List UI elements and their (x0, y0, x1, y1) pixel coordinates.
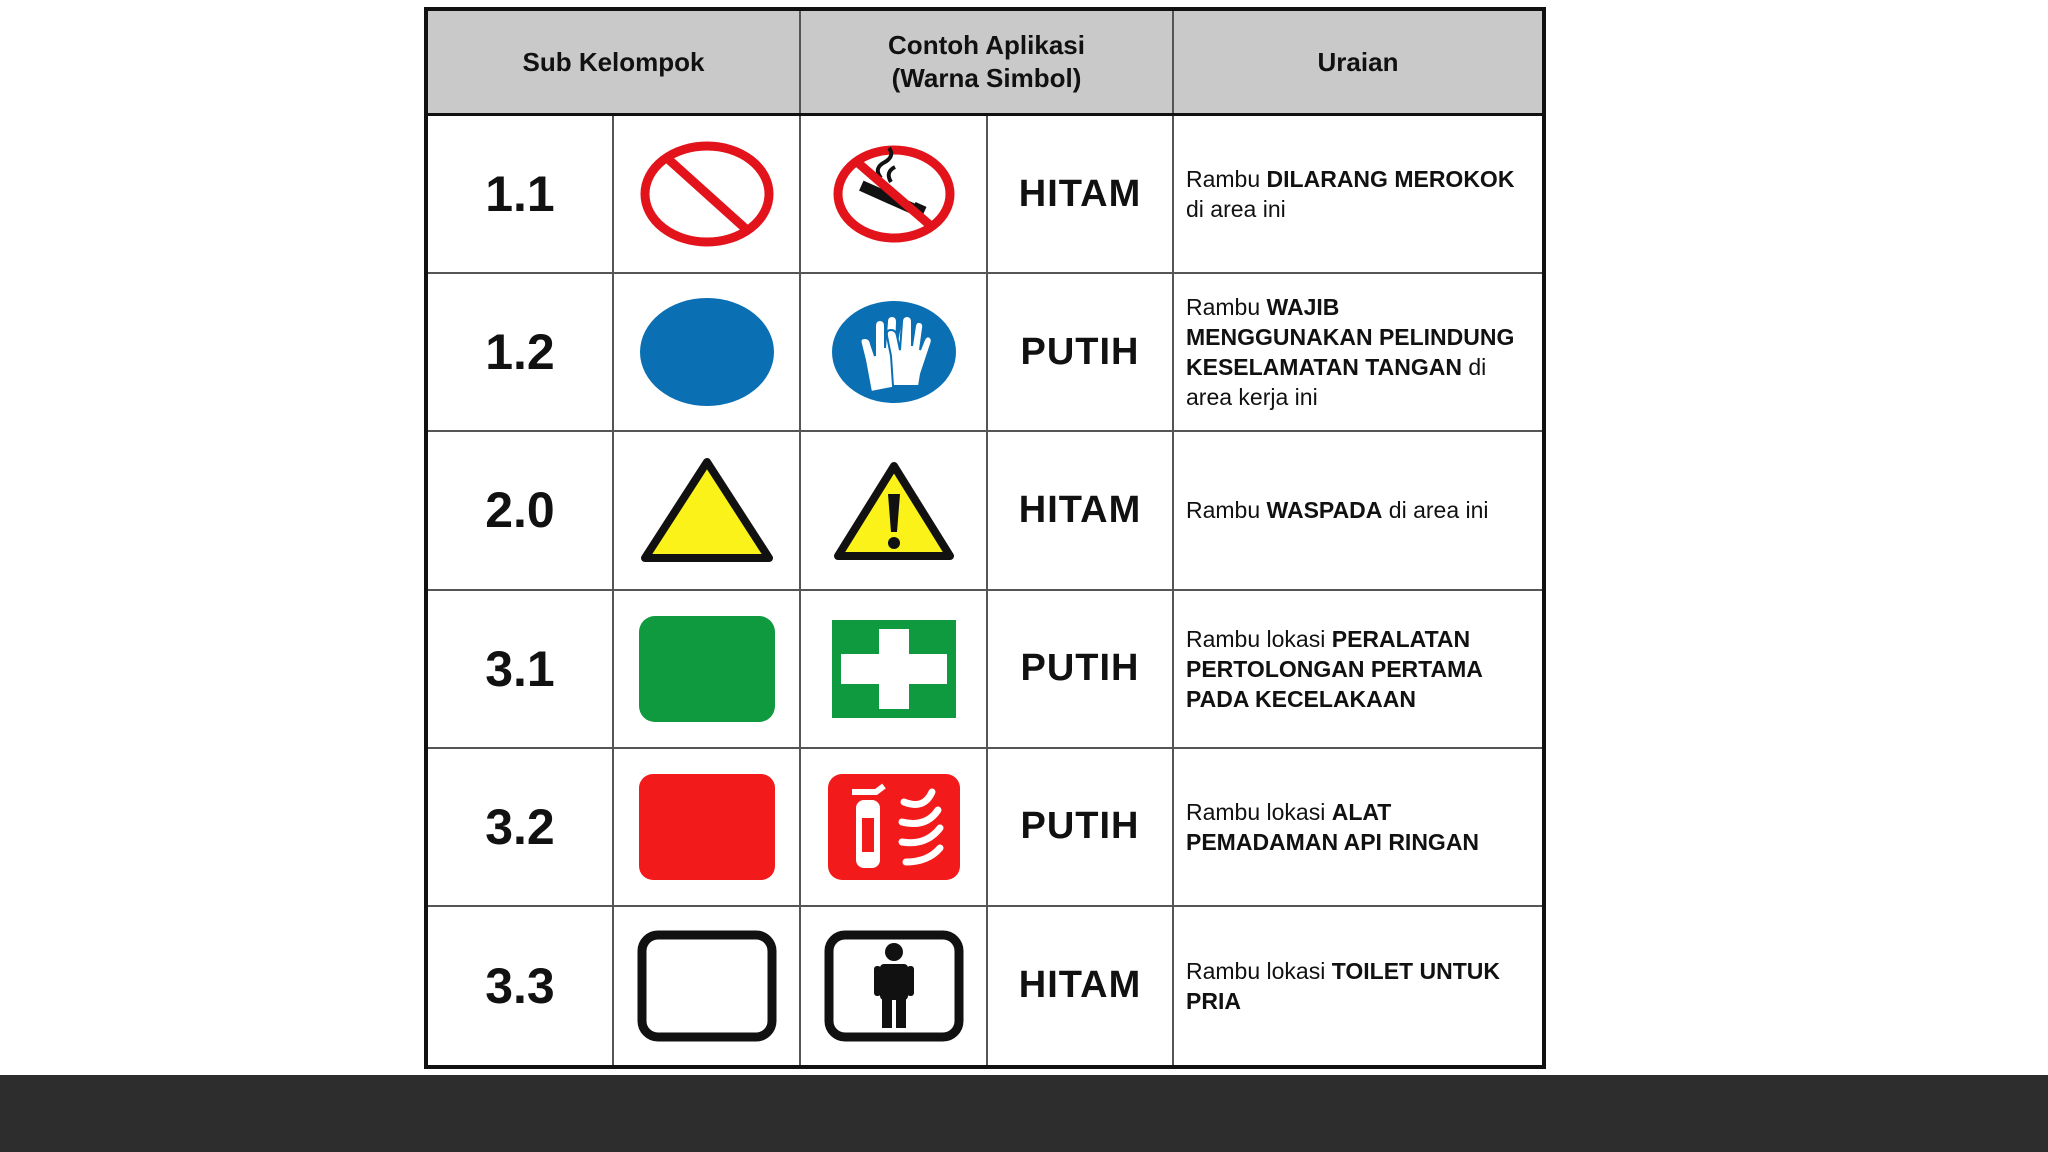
row-description: Rambu WASPADA di area ini (1186, 497, 1489, 524)
symbol-color: HITAM (988, 907, 1174, 1065)
row-description: Rambu lokasi TOILET UNTUK PRIA (1186, 957, 1500, 1014)
symbol-color: PUTIH (988, 749, 1174, 905)
row-code: 3.1 (428, 591, 614, 747)
safety-gloves-icon (801, 274, 988, 430)
blue-circle-icon (614, 274, 801, 430)
header-sub-kelompok: Sub Kelompok (428, 11, 801, 113)
header-contoh-line2: (Warna Simbol) (891, 63, 1082, 93)
row-code: 1.2 (428, 274, 614, 430)
header-contoh-line1: Contoh Aplikasi (888, 30, 1085, 60)
row-code: 2.0 (428, 432, 614, 588)
header-uraian: Uraian (1317, 46, 1399, 77)
table-row (428, 591, 1542, 749)
table-header (428, 11, 1542, 116)
table-row (428, 907, 1542, 1065)
symbol-color: HITAM (988, 432, 1174, 588)
row-description: Rambu lokasi ALAT PEMADAMAN API RINGAN (1186, 798, 1480, 855)
row-description: Rambu lokasi PERALATAN PERTOLONGAN PERTAMA PADA KECELAKAAN (1186, 625, 1483, 712)
fire-extinguisher-icon (801, 749, 988, 905)
row-code: 3.3 (428, 907, 614, 1065)
male-toilet-icon (801, 907, 988, 1065)
header-contoh-aplikasi (801, 11, 1174, 113)
footer-bar (0, 1075, 2048, 1152)
no-smoking-icon (801, 116, 988, 272)
table-row (428, 274, 1542, 432)
prohibition-circle-icon (614, 116, 801, 272)
table-body (428, 116, 1542, 1065)
outlined-square-icon (614, 907, 801, 1065)
symbol-color: PUTIH (988, 274, 1174, 430)
table-row (428, 116, 1542, 274)
table-row (428, 432, 1542, 590)
table-row (428, 749, 1542, 907)
red-square-icon (614, 749, 801, 905)
first-aid-cross-icon (801, 591, 988, 747)
row-description: Rambu DILARANG MEROKOK di area ini (1186, 166, 1515, 223)
row-description: Rambu WAJIB MENGGUNAKAN PELINDUNG KESELAMATAN TANGAN di area kerja ini (1186, 294, 1515, 411)
green-square-icon (614, 591, 801, 747)
row-code: 1.1 (428, 116, 614, 272)
symbol-color: PUTIH (988, 591, 1174, 747)
safety-sign-table (424, 7, 1546, 1069)
yellow-triangle-icon (614, 432, 801, 588)
symbol-color: HITAM (988, 116, 1174, 272)
row-code: 3.2 (428, 749, 614, 905)
warning-exclamation-icon (801, 432, 988, 588)
